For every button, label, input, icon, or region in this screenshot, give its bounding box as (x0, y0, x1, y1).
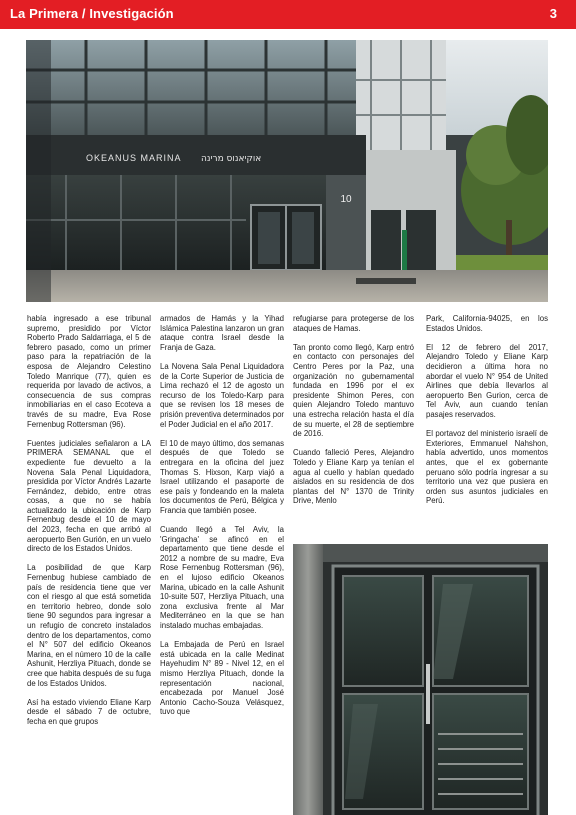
paragraph: El 10 de mayo último, dos semanas después de que Toledo se entregara en la oficina del juez Thomas S. Hixson, Karp viajó a Israel utilizando el pasaporte de ese país y fondeando en la maleta los documentos de Perú, Bélgica y Francia que también posee. (160, 438, 284, 515)
paragraph: Tan pronto como llegó, Karp entró en contacto con personajes del Centro Peres por la Paz, una organización no gubernamental fundada en 1996 por el ex presidente Shimon Peres, con quien Alejandro Toledo mantuvo una estrecha relación hasta el día de su muerte, el 28 de septiembre de 2016. (293, 342, 414, 439)
building-sign-latin: OKEANUS MARINA (86, 153, 182, 163)
paragraph: El 12 de febrero del 2017, Alejandro Toledo y Eliane Karp decidieron a última hora no abordar el vuelo N° 954 de United Airlines que debía llevarlos al aeropuerto Ben Gurion, cerca de Tel Aviv, aun cuando tenían pasajes reservados. (426, 342, 548, 419)
street-number-sign: 10 (340, 194, 352, 205)
building-sign-hebrew: אוקיאנוס מרינה (201, 154, 262, 164)
building-door-photo (293, 544, 548, 815)
paragraph: armados de Hamás y la Yihad Islámica Palestina lanzaron un gran ataque contra Israel desde la Franja de Gaza. (160, 314, 284, 352)
paragraph: refugiarse para protegerse de los ataques de Hamas. (293, 314, 414, 333)
paragraph: había ingresado a ese tribunal supremo, presidido por Víctor Roberto Prado Saldarriaga, el 5 de febrero pasado, como un primer paso para la repatriación de la esposa de Alejandro Celestino Toledo Manrique (77), quien es requerida por lavado de activos, a consecuencia de sus compras inmobiliarias en el caso Ecoteva a través de su madre, Eva Rose Fernenbug Rottersman (96). (27, 314, 151, 429)
paragraph: Así ha estado viviendo Eliane Karp desde el sábado 7 de octubre, fecha en que grupos (27, 697, 151, 726)
paragraph: Cuando llegó a Tel Aviv, la 'Gringacha' se afincó en el departamento que tiene desde el 2012 a nombre de su madre, Eva Rose Fernenbug Rottersman (96), en el lujoso edificio Okeanos Marina, ubicado en la calle Ashunit 10-suite 507, Herzliya Pituach, una zona exclusiva frente al Mar Mediterráneo en la que se han instalado muchas embajadas. (160, 525, 284, 630)
paragraph: Fuentes judiciales señalaron a LA PRIMERA SEMANAL que el expediente fue devuelto a la Novena Sala Penal Liquidadora, presidida por Víctor Andrés Lazarte Fernández, debido, entre otras cosas, a que no se había actualizado la ubicación de Karp Fernenbug desde el 10 de mayo del 2023, fecha en que arribó al aeropuerto Ben Gurión, en un vuelo directo de los Estados Unidos. (27, 438, 151, 554)
page-number: 3 (549, 6, 557, 21)
section-header-bar (0, 0, 576, 29)
building-entrance-illustration (26, 40, 548, 302)
article-column-4 (426, 314, 548, 515)
paragraph: La Novena Sala Penal Liquidadora de la Corte Superior de Justicia de Lima rechazó el 12 de agosto un recurso de los Toledo-Karp para que se revisen los 18 meses de prisión preventiva determinados por el Poder Judicial en el año 2017. (160, 361, 284, 429)
building-door-illustration (293, 544, 548, 815)
article-column-3 (293, 314, 414, 515)
article-column-1 (27, 314, 151, 736)
paragraph: La posibilidad de que Karp Fernenbug hubiese cambiado de país de residencia tiene que ver con el riesgo al que está sometida en territorio hebreo, donde solo tiene 90 segundos para ingresar a un refugio de concreto instalados dentro de los departamentos, como el N° 507 del edificio Okeanos Marina, en el número 10 de la calle Ashunit, Herzliya Pituach, donde se cree que habita después de su fuga de los Estados Unidos. (27, 563, 151, 688)
paragraph: Cuando falleció Peres, Alejandro Toledo y Eliane Karp ya tenían el agua al cuello y habían quedado aislados en su residencia de dos plantas del N° 1370 de Trinity Drive, Menlo (293, 448, 414, 506)
article-column-2 (160, 314, 284, 727)
section-title: La Primera / Investigación (10, 6, 174, 21)
paragraph: Park, California-94025, en los Estados Unidos. (426, 314, 548, 333)
paragraph: La Embajada de Perú en Israel está ubicada en la calle Medinat Hayehudim N° 89 - Nivel 12, en el mismo Herzliya Pituach, donde la representación nacional, encabezada por Manuel José Antonio Cacho-Souza Velásquez, tuvo que (160, 640, 284, 717)
building-entrance-photo (26, 40, 548, 302)
paragraph: El portavoz del ministerio israelí de Exteriores, Emmanuel Nahshon, había advertido, unos momentos antes, que el ex gobernante peruano sólo podría ingresar a su territorio una vez que pusiera en orden sus asuntos judiciales en Perú. (426, 429, 548, 506)
